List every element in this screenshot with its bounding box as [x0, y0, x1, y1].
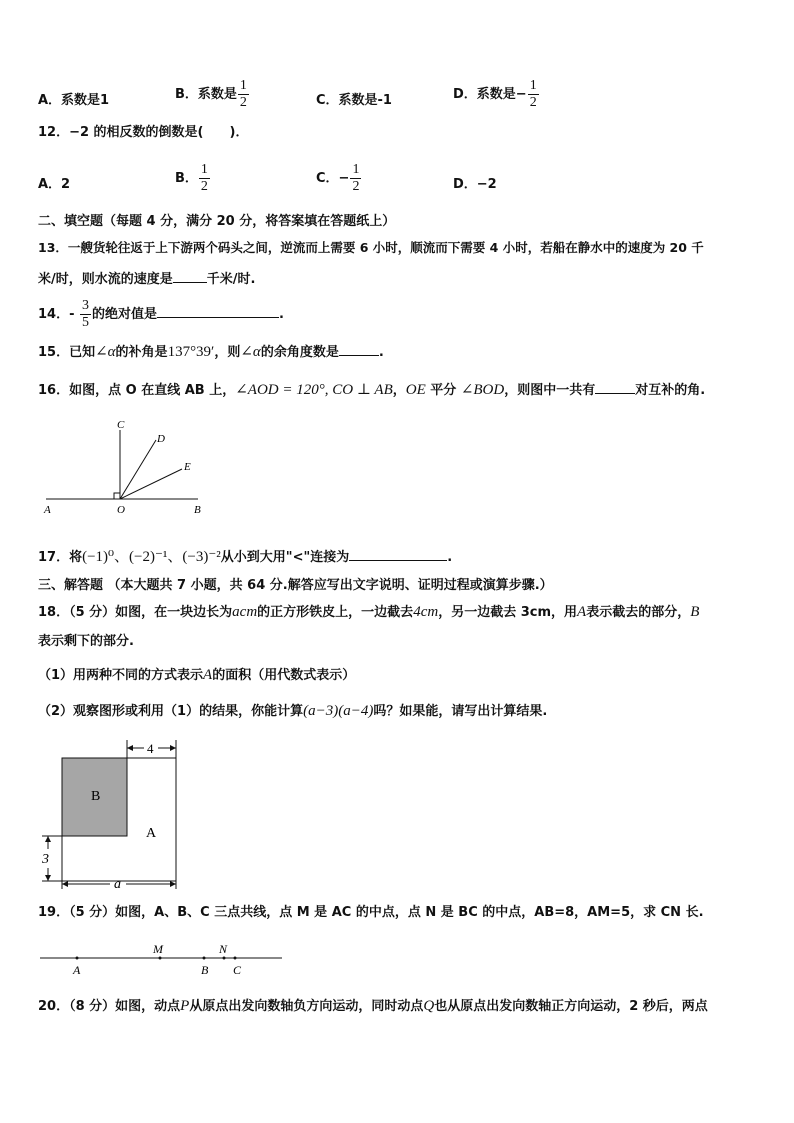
dim-4-arrow-right [170, 745, 176, 751]
q12-option-b [175, 162, 211, 195]
q15-value: 137°39′ [167, 344, 215, 360]
q16-figure [36, 414, 216, 520]
q15-angle-1: ∠α [95, 344, 116, 360]
q17-line [38, 547, 452, 567]
q12-option-d: D．−2 [453, 177, 497, 192]
q12-b-denominator: 2 [200, 179, 208, 194]
q18-sub-1-post: 的面积（用代数式表示） [212, 668, 356, 683]
q12-option-b-fraction [199, 162, 210, 195]
q15-end: . [378, 345, 384, 360]
q11-option-d-label: D．系数是 [453, 87, 516, 102]
q17-end: . [447, 550, 453, 565]
label-b: B [201, 963, 209, 977]
q16-post: ，则图中一共有 [504, 383, 596, 398]
q12-stem: 12．−2 的相反数的倒数是( )． [38, 125, 249, 140]
q16-math-2: OE [405, 382, 426, 398]
q18-sub-2 [38, 702, 547, 721]
dim-4-arrow-left [127, 745, 133, 751]
label-a: A [44, 504, 51, 516]
q18-line-1 [38, 603, 699, 622]
q18-mid: 的正方形铁皮上，一边截去 [257, 605, 414, 620]
q15-pre: 15．已知 [38, 345, 96, 360]
q13-text: 米/时，则水流的速度是 [38, 272, 173, 287]
q12-option-b-label: B． [175, 171, 198, 186]
q16-pre: 16．如图，点 O 在直线 AB 上， [38, 383, 236, 398]
label-a: a [114, 877, 121, 892]
label-n: N [219, 942, 228, 956]
q11-option-b [175, 78, 250, 111]
label-c: C [233, 963, 242, 977]
q20-line [38, 997, 708, 1016]
q18-line-2: 表示剩下的部分. [38, 634, 134, 649]
point-b [203, 957, 206, 960]
q14-text: 的绝对值是 [92, 307, 158, 322]
q20-pre: 20．（8 分）如图，动点 [38, 999, 181, 1014]
q15-answer-blank[interactable] [339, 342, 379, 356]
q12-option-c [316, 162, 362, 195]
q15-post: 的余角度数是 [260, 345, 339, 360]
q18-sub-1-pre: （1）用两种不同的方式表示 [38, 668, 204, 683]
label-region-a: A [146, 826, 157, 841]
q20-var-q: Q [423, 998, 435, 1014]
q18-mid3: 表示截去的部分， [586, 605, 691, 620]
q18-sub-1 [38, 666, 355, 685]
q12-c-numerator: 1 [352, 162, 360, 177]
section-3-heading: 三、解答题 （本大题共 7 小题，共 64 分.解答应写出文字说明、证明过程或演算步骤.） [38, 578, 553, 593]
q11-d-denominator: 2 [529, 95, 537, 110]
q18-sub-2-expression: (a−3)(a−4) [303, 703, 374, 719]
section-2-heading: 二、填空题（每题 4 分，满分 20 分，将答案填在答题纸上） [38, 214, 396, 229]
q16-answer-blank[interactable] [595, 380, 635, 394]
q15-mid: 的补角是 [115, 345, 168, 360]
label-o: O [117, 504, 125, 516]
label-4: 4 [147, 741, 154, 756]
dim-a-arrow-right [170, 881, 176, 887]
q15-mid2: ，则 [214, 345, 241, 360]
q19-line: 19．（5 分）如图，A、B、C 三点共线，点 M 是 AC 的中点，点 N 是 BC 的中点，AB=8，AM=5，求 CN 长. [38, 905, 704, 920]
dim-a-arrow-left [62, 881, 68, 887]
q13-line-1: 13．一艘货轮往返于上下游两个码头之间，逆流而上需要 6 小时，顺流而下需要 4 小时，若船在静水中的速度为 20 千 [38, 240, 704, 255]
label-e: E [184, 461, 191, 473]
q16-math-3: ∠BOD [460, 382, 505, 398]
label-d: D [157, 433, 165, 445]
q12-c-sign: − [338, 171, 350, 186]
q19-figure [36, 940, 286, 982]
q18-var-b: B [690, 604, 700, 620]
q18-cut-4: 4cm [413, 604, 439, 620]
point-c [234, 957, 237, 960]
q11-d-numerator: 1 [529, 78, 537, 93]
q11-b-numerator: 1 [239, 78, 247, 93]
q20-var-p: P [180, 998, 190, 1014]
q11-option-d [453, 78, 540, 111]
q17-answer-blank[interactable] [349, 547, 447, 561]
q13-unit: 千米/时. [206, 272, 256, 287]
q12-option-a: A．2 [38, 177, 71, 192]
q14-answer-blank[interactable] [157, 304, 279, 318]
point-m [159, 957, 162, 960]
label-a: A [73, 963, 81, 977]
q12-c-denominator: 2 [352, 179, 360, 194]
dim-3-arrow-bottom [45, 875, 51, 881]
q18-mid2: ，另一边截去 3cm，用 [438, 605, 578, 620]
q14-fraction [80, 298, 91, 331]
dim-3-arrow-top [45, 836, 51, 842]
q16-line [38, 380, 705, 400]
q16-mid: ， [392, 383, 406, 398]
q17-post: 从小到大用"<"连接为 [220, 550, 350, 565]
q14-sign: - [69, 307, 75, 322]
q17-pre: 17．将 [38, 550, 83, 565]
q16-end: 对互补的角. [635, 383, 706, 398]
q11-d-sign: − [515, 87, 527, 102]
q11-option-b-fraction [238, 78, 249, 111]
q13-line-2 [38, 269, 255, 289]
point-n [223, 957, 226, 960]
q18-side-a: acm [232, 604, 258, 620]
q16-math-1: ∠AOD = 120°, CO ⊥ AB [235, 382, 393, 398]
q11-option-b-label: B．系数是 [175, 87, 237, 102]
q11-option-c: C．系数是-1 [316, 93, 392, 108]
q13-answer-blank[interactable] [173, 269, 207, 283]
q15-line [38, 342, 384, 362]
label-c: C [117, 419, 125, 431]
q18-var-a: A [577, 604, 587, 620]
q18-sub-1-var: A [203, 667, 213, 683]
q12-b-numerator: 1 [200, 162, 208, 177]
label-3: 3 [42, 852, 49, 867]
label-b: B [91, 789, 101, 804]
q18-sub-2-post: 吗？如果能，请写出计算结果. [373, 704, 548, 719]
q16-mid2: 平分 [425, 383, 461, 398]
q20-mid: 从原点出发向数轴负方向运动，同时动点 [189, 999, 424, 1014]
label-m: M [153, 942, 163, 956]
q14-end: . [279, 307, 284, 322]
q14-denominator: 5 [82, 315, 90, 330]
q14-numerator: 3 [82, 298, 90, 313]
q15-angle-2: ∠α [240, 344, 261, 360]
q17-expression: (−1)⁰、(−2)⁻¹、(−3)⁻² [82, 549, 221, 565]
label-b: B [194, 504, 201, 516]
q18-figure [36, 734, 196, 894]
q12-option-c-fraction [350, 162, 361, 195]
q20-post: 也从原点出发向数轴正方向运动，2 秒后，两点 [434, 999, 708, 1014]
q11-b-denominator: 2 [239, 95, 247, 110]
q18-sub-2-pre: （2）观察图形或利用（1）的结果，你能计算 [38, 704, 304, 719]
q14-number: 14． [38, 307, 70, 322]
q18-pre: 18．（5 分）如图，在一块边长为 [38, 605, 233, 620]
q11-option-d-fraction [528, 78, 539, 111]
right-angle-mark [114, 493, 120, 499]
point-a [76, 957, 79, 960]
q14-line [38, 298, 284, 332]
q11-option-a: A．系数是1 [38, 93, 110, 108]
q12-option-c-label: C． [316, 171, 339, 186]
